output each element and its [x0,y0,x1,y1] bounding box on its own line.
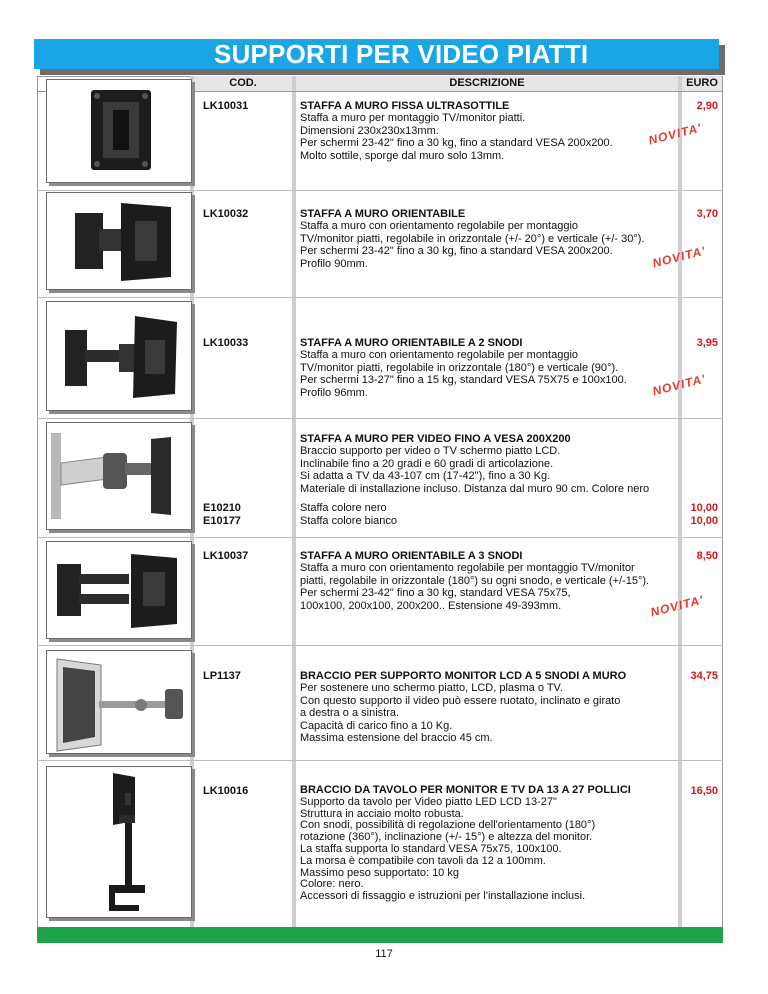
product-title: STAFFA A MURO ORIENTABILE [300,208,466,220]
product-code: LP1137 [203,670,241,682]
page-title: SUPPORTI PER VIDEO PIATTI [34,39,719,69]
product-price: 10,00 10,00 [690,502,718,527]
row-divider [37,418,723,419]
product-price: 8,50 [696,550,718,562]
product-title: BRACCIO PER SUPPORTO MONITOR LCD A 5 SNODI A MURO [300,670,627,682]
product-image-5-joint-monitor-arm [46,650,192,754]
novita-badge: NOVITA' [651,371,708,399]
row-divider [37,537,723,538]
product-image-desk-monitor-arm [46,766,192,918]
product-code: LK10037 [203,550,249,562]
product-code: LK10031 [203,100,249,112]
product-image-vesa-200-wall-arm [46,422,192,530]
product-description: STAFFA A MURO ORIENTABILE Staffa a muro con orientamento regolabile per montaggio TV/monitor piatti, regolabile in orizzontale (+/- 20°) e verticale (+/- 30°). Per schermi 23-42" fino a 30 kg, fino a standard VESA 200x200. Profilo 90mm. [300,208,680,270]
column-header-price: EURO [682,76,722,91]
product-code: E10210 E10177 [203,502,241,527]
column-header-description: DESCRIZIONE [296,76,678,91]
column-divider [292,76,296,932]
row-divider [37,297,723,298]
product-price: 2,90 [696,100,718,112]
novita-badge: NOVITA' [651,243,708,271]
product-description: BRACCIO DA TAVOLO PER MONITOR E TV DA 13 A 27 POLLICI Supporto da tavolo per Video piatto LED LCD 13-27" Struttura in acciaio molto robusta. Con snodi, possibilità di regolazione dell'orientamento (180°) rotazione (360°), inclinazione (+/- 15°) e altezza del monitor. La staffa supporta lo standard VESA 75x75, 100x100. La morsa è compatibile con tavoli da 12 a 100mm. Massimo peso supportato: 10 kg Colore: nero. Accessori di fissaggio e istruzioni per l'installazione inclusi. [300,785,680,903]
product-code: LK10016 [203,785,249,797]
product-price: 34,75 [690,670,718,682]
product-description: STAFFA A MURO ORIENTABILE A 3 SNODI Staffa a muro con orientamento regolabile per montaggio TV/monitor piatti, regolabile in orizzontale (180°) su ogni snodo, e verticale (+/-15°). Per schermi 23-42" fino a 30 kg, standard VESA 75x75, 100x100, 200x100, 200x200.. Estensione 49-393mm. [300,550,680,612]
footer-bar [37,927,723,943]
product-title: BRACCIO DA TAVOLO PER MONITOR E TV DA 13 A 27 POLLICI [300,784,631,796]
product-title: STAFFA A MURO ORIENTABILE A 3 SNODI [300,550,523,562]
product-title: STAFFA A MURO PER VIDEO FINO A VESA 200X200 [300,433,571,445]
row-divider [37,645,723,646]
novita-badge: NOVITA' [647,120,704,148]
product-price: 16,50 [690,785,718,797]
product-image-tilting-wall-bracket [46,192,192,290]
column-header-code: COD. [194,76,292,91]
product-price: 3,70 [696,208,718,220]
product-description: BRACCIO PER SUPPORTO MONITOR LCD A 5 SNODI A MURO Per sostenere uno schermo piatto, LCD, plasma o TV. Con questo supporto il video può essere ruotato, inclinato e girato a destra o a sinistra. Capacità di carico fino a 10 Kg. Massima estensione del braccio 45 cm. [300,670,680,744]
product-code: LK10033 [203,337,249,349]
product-variants: Staffa colore nero Staffa colore bianco [300,502,398,527]
row-divider [37,760,723,761]
novita-badge: NOVITA' [649,592,706,620]
row-divider [37,190,723,191]
product-price: 3,95 [696,337,718,349]
page-number: 117 [375,948,393,960]
product-title: STAFFA A MURO FISSA ULTRASOTTILE [300,100,510,112]
product-code: LK10032 [203,208,249,220]
product-image-3-joint-wall-bracket [46,541,192,639]
product-description: STAFFA A MURO FISSA ULTRASOTTILE Staffa a muro per montaggio TV/monitor piatti. Dimensioni 230x230x13mm. Per schermi 23-42" fino a 30 kg, fino a standard VESA 200x200. Molto sottile, sporge dal muro solo 13mm. [300,100,680,162]
product-title: STAFFA A MURO ORIENTABILE A 2 SNODI [300,337,523,349]
product-image-fixed-wall-bracket [46,79,192,183]
product-image-2-joint-wall-bracket [46,301,192,411]
product-description: STAFFA A MURO PER VIDEO FINO A VESA 200X200 Braccio supporto per video o TV schermo piatto LCD. Inclinabile fino a 20 gradi e 60 gradi di articolazione. Si adatta a TV da 43-107 cm (17-42"), fino a 30 Kg. Materiale di installazione incluso. Distanza dal muro 90 cm. Colore nero [300,433,680,495]
product-description: STAFFA A MURO ORIENTABILE A 2 SNODI Staffa a muro con orientamento regolabile per montaggio TV/monitor piatti, regolabile in orizzontale (180°) e verticale (90°). Per schermi 13-27" fino a 15 kg, standard VESA 75X75 e 100x100. Profilo 96mm. [300,337,680,399]
